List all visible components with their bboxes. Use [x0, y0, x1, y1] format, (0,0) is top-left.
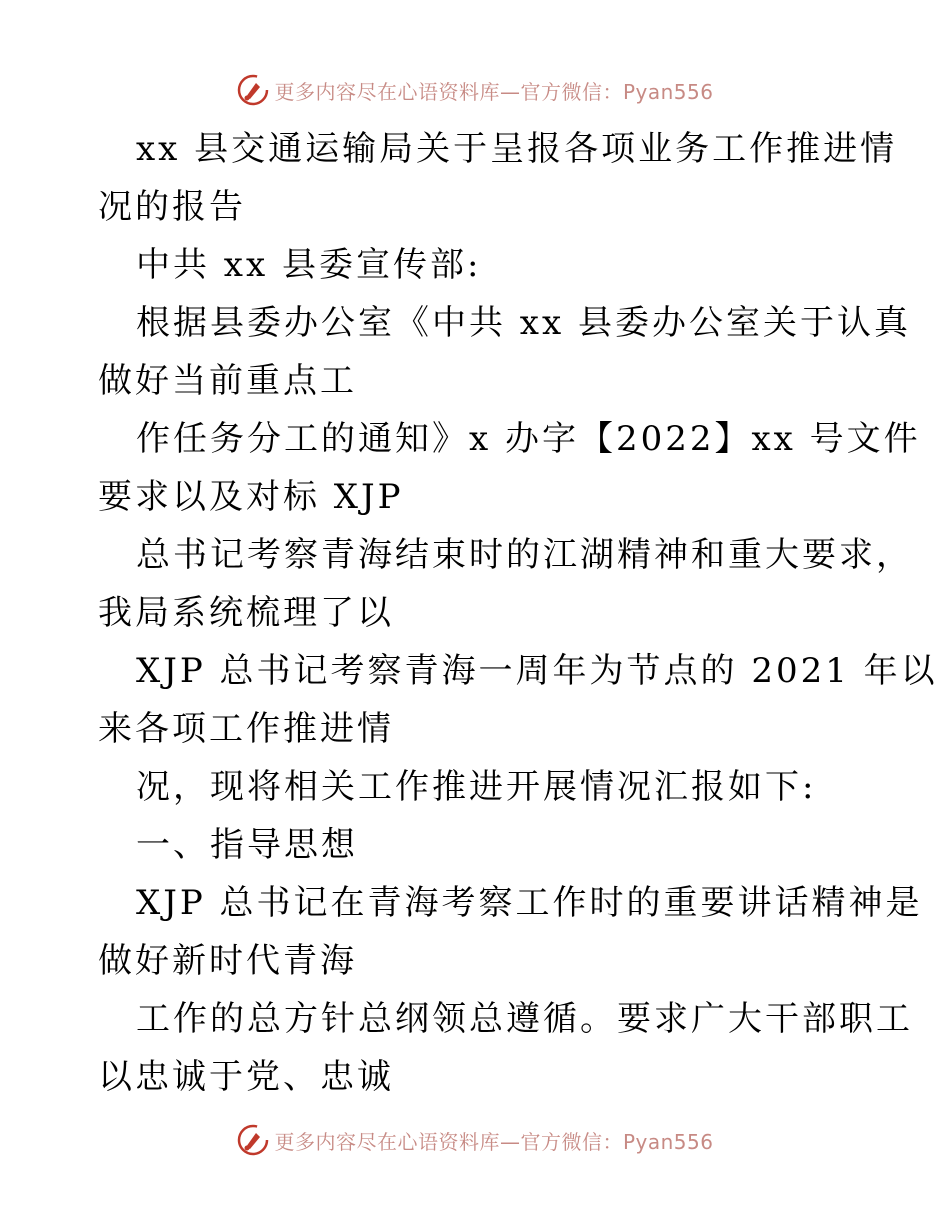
- document-line: 中共 xx 县委宣传部:: [136, 245, 482, 285]
- pen-nib-logo-icon: [236, 73, 270, 107]
- document-line: 况的报告: [98, 187, 246, 227]
- document-line: 总书记考察青海结束时的江湖精神和重大要求，: [136, 535, 913, 575]
- document-line: 要求以及对标 XJP: [98, 477, 404, 517]
- document-line: 作任务分工的通知》x 办字【2022】xx 号文件: [136, 419, 921, 459]
- document-line: 以忠诚于党、忠诚: [98, 1057, 394, 1097]
- document-line: 况，现将相关工作推进开展情况汇报如下:: [136, 767, 817, 807]
- document-line: 来各项工作推进情: [98, 709, 394, 749]
- document-body: [98, 120, 938, 1106]
- document-line: 工作的总方针总纲领总遵循。要求广大干部职工: [136, 999, 913, 1039]
- document-line: xx 县交通运输局关于呈报各项业务工作推进情: [136, 129, 898, 169]
- section-heading: 一、指导思想: [136, 825, 358, 865]
- watermark-text: 更多内容尽在心语资料库—官方微信：Pyan556: [274, 79, 714, 104]
- watermark-text: 更多内容尽在心语资料库—官方微信：Pyan556: [274, 1129, 714, 1154]
- document-line: 做好当前重点工: [98, 361, 357, 401]
- document-line: 做好新时代青海: [98, 941, 357, 981]
- document-line: XJP 总书记在青海考察工作时的重要讲话精神是: [136, 883, 923, 923]
- pen-nib-logo-icon: [236, 1123, 270, 1157]
- watermark-footer: [0, 1120, 950, 1160]
- document-line: XJP 总书记考察青海一周年为节点的 2021 年以: [136, 651, 938, 691]
- document-line: 我局系统梳理了以: [98, 593, 394, 633]
- watermark-header: [0, 70, 950, 110]
- document-line: 根据县委办公室《中共 xx 县委办公室关于认真: [136, 303, 911, 343]
